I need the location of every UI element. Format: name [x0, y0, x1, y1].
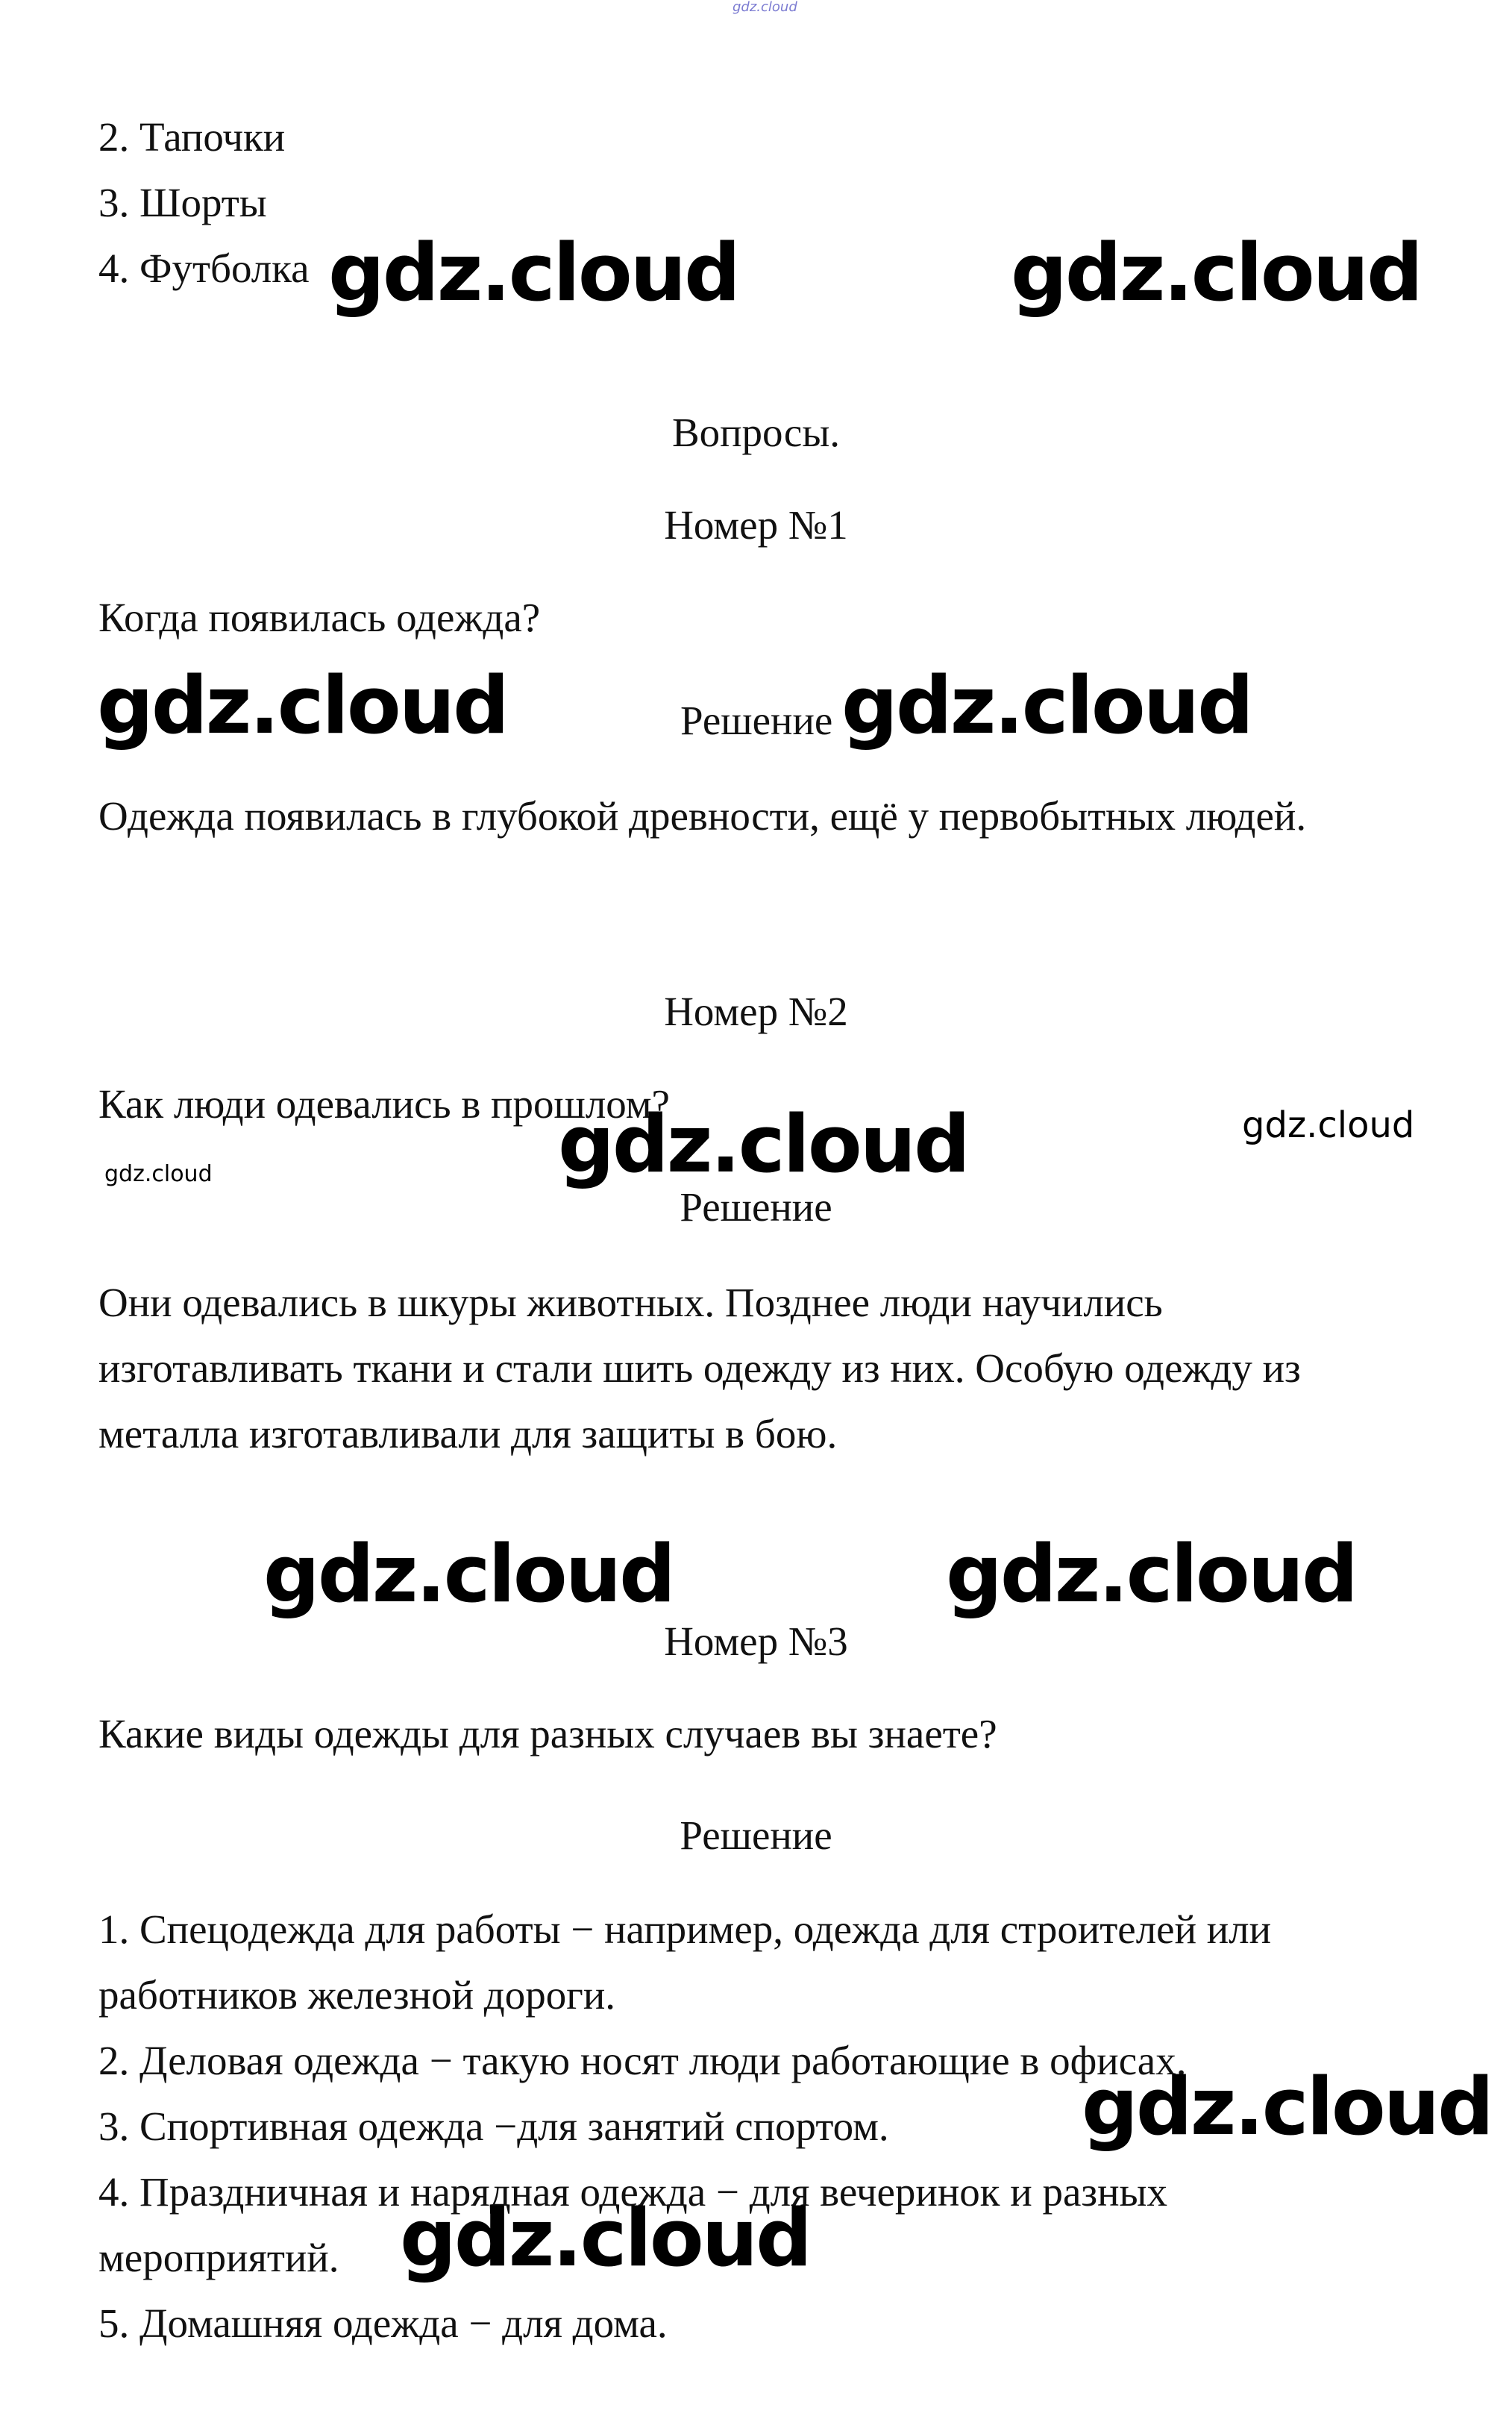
answer-line: Они одевались в шкуры животных. Позднее люди научились	[98, 1280, 1163, 1325]
question-text: Как люди одевались в прошлом?	[98, 1081, 670, 1127]
watermark: gdz.cloud	[328, 227, 739, 319]
answer-line: работников железной дороги.	[98, 1972, 616, 2018]
question-number: Номер №3	[664, 1618, 848, 1664]
list-item: 2. Тапочки	[98, 114, 286, 160]
answer-paragraph	[98, 1270, 1301, 1467]
question-number: Номер №1	[664, 502, 848, 548]
answer-paragraph	[98, 783, 1306, 849]
question-text: Какие виды одежды для разных случаев вы знаете?	[98, 1711, 997, 1756]
watermark: gdz.cloud	[946, 1528, 1357, 1620]
question-text: Когда появилась одежда?	[98, 595, 541, 640]
solution-label: Решение	[680, 698, 833, 743]
solution-label: Решение	[680, 1812, 832, 1858]
answer-line: 1. Спецодежда для работы − например, одежда для строителей или	[98, 1906, 1272, 1952]
watermark: gdz.cloud	[1082, 2061, 1493, 2153]
answer-line: металла изготавливали для защиты в бою.	[98, 1411, 838, 1457]
list-item: 3. Шорты	[98, 180, 267, 225]
watermark: gdz.cloud	[558, 1098, 969, 1190]
watermark: gdz.cloud	[400, 2192, 811, 2284]
watermark: gdz.cloud	[104, 1161, 213, 1187]
watermark: gdz.cloud	[263, 1528, 674, 1620]
watermark: gdz.cloud	[97, 660, 508, 751]
answer-line: 3. Спортивная одежда −для занятий спортом.	[98, 2103, 889, 2149]
answer-line: мероприятий.	[98, 2235, 339, 2280]
solution-label: Решение	[680, 1184, 832, 1230]
answer-line: Одежда появилась в глубокой древности, ещё у первобытных людей.	[98, 793, 1307, 839]
watermark: gdz.cloud	[1011, 227, 1422, 319]
question-number: Номер №2	[664, 989, 848, 1034]
watermark: gdz.cloud	[1242, 1104, 1415, 1146]
answer-line: 4. Праздничная и нарядная одежда − для вечеринок и разных	[98, 2169, 1167, 2215]
watermark: gdz.cloud	[841, 660, 1252, 751]
list-item: 4. Футболка	[98, 245, 310, 291]
answer-line: 2. Деловая одежда − такую носят люди работающие в офисах.	[98, 2038, 1187, 2083]
answer-line: 5. Домашняя одежда − для дома.	[98, 2300, 668, 2346]
answer-line: изготавливать ткани и стали шить одежду из них. Особую одежду из	[98, 1345, 1301, 1391]
header-watermark: gdz.cloud	[733, 0, 797, 15]
section-title: Вопросы.	[671, 410, 841, 455]
